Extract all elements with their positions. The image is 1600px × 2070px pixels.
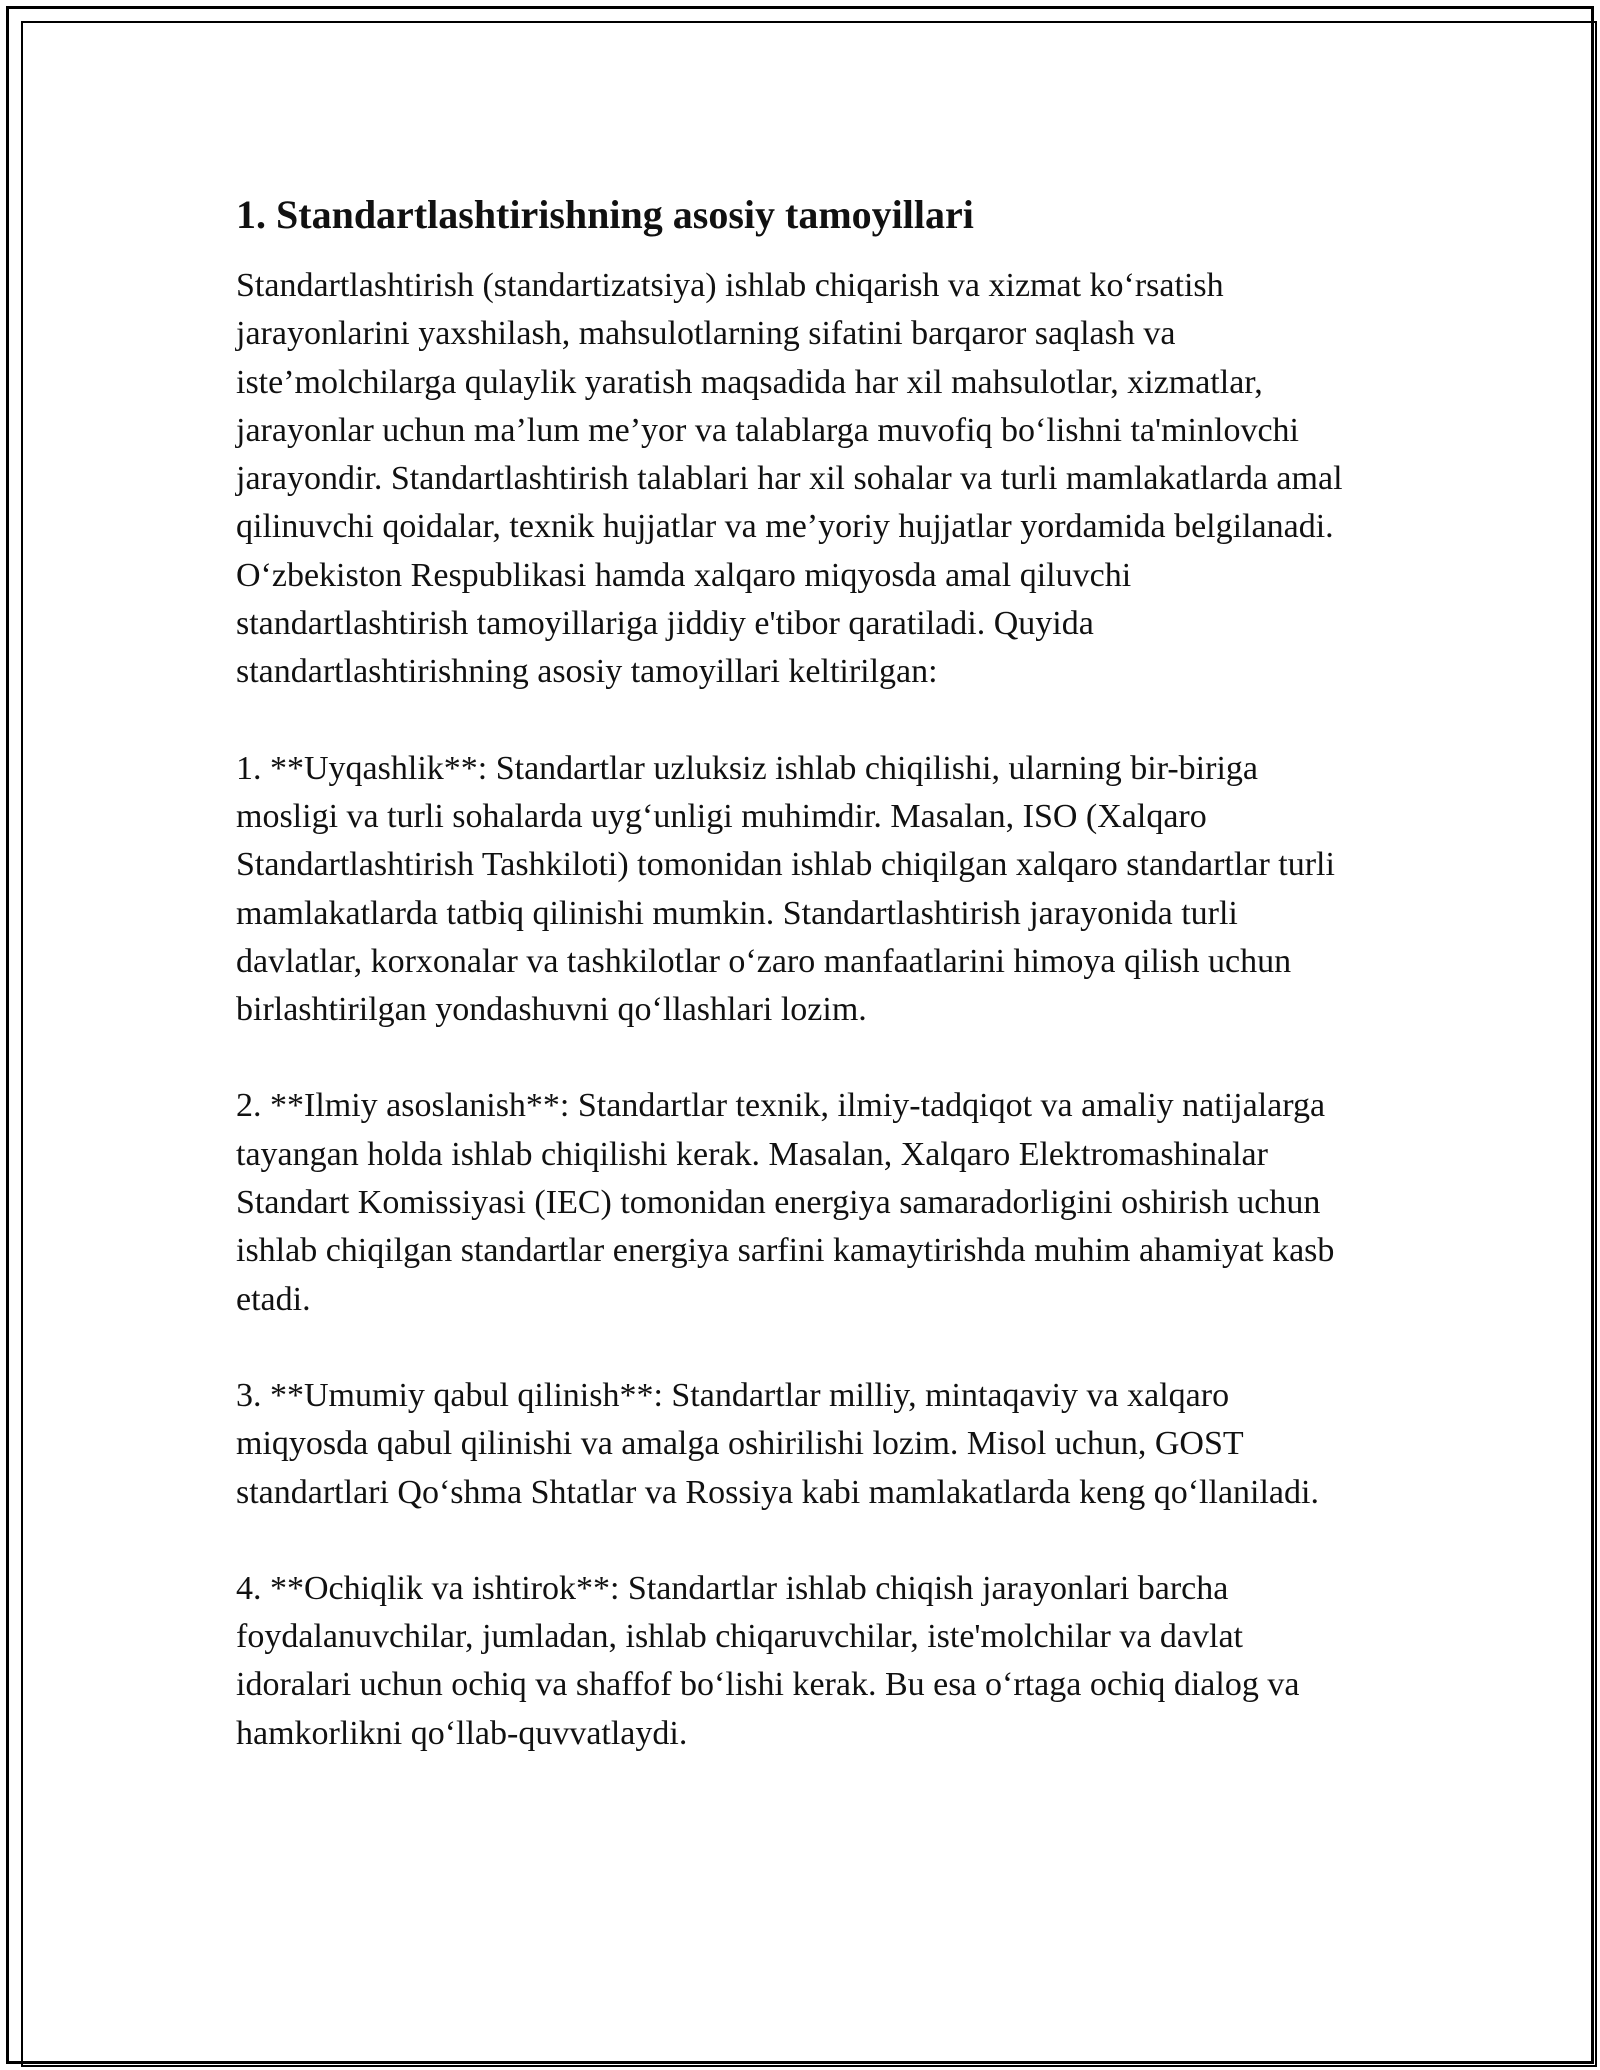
principle-4-paragraph: 4. **Ochiqlik va ishtirok**: Standartlar ishlab chiqish jarayonlari barcha foydalanuvchilar, jumladan, ishlab chiqaruvchilar, iste'molchilar va davlat idoralari uchun ochiq va shaffof bo‘lishi kerak. Bu esa o‘rtaga ochiq dialog va hamkorlikni qo‘llab-quvvatlaydi. — [236, 1569, 1300, 1752]
principle-3-paragraph: 3. **Umumiy qabul qilinish**: Standartlar milliy, mintaqaviy va xalqaro miqyosda qabul qilinishi va amalga oshirilishi lozim. Misol uchun, GOST standartlari Qo‘shma Shtatlar va Rossiya kabi mamlakatlarda keng qo‘llaniladi. — [236, 1376, 1319, 1511]
section-title: 1. Standartlashtirishning asosiy tamoyillari — [236, 192, 974, 237]
intro-paragraph: Standartlashtirish (standartizatsiya) ishlab chiqarish va xizmat ko‘rsatish jarayonlarini yaxshilash, mahsulotlarning sifatini barqaror saqlash va iste’molchilarga qulaylik yaratish maqsadida har xil mahsulotlar, xizmatlar, jarayonlar uchun ma’lum me’yor va talablarga muvofiq bo‘lishni ta'minlovchi jarayondir. Standartlashtirish talablari har xil sohalar va turli mamlakatlarda amal qilinuvchi qoidalar, texnik hujjatlar va me’yoriy hujjatlar yordamida belgilanadi. O‘zbekiston Respublikasi hamda xalqaro miqyosda amal qiluvchi standartlashtirish tamoyillariga jiddiy e'tibor qaratiladi. Quyida standartlashtirishning asosiy tamoyillari keltirilgan: — [236, 267, 1343, 691]
document-body — [236, 190, 1366, 1806]
principle-2-paragraph: 2. **Ilmiy asoslanish**: Standartlar texnik, ilmiy-tadqiqot va amaliy natijalarga tayangan holda ishlab chiqilishi kerak. Masalan, Xalqaro Elektromashinalar Standart Komissiyasi (IEC) tomonidan energiya samaradorligini oshirish uchun ishlab chiqilgan standartlar energiya sarfini kamaytirishda muhim ahamiyat kasb etadi. — [236, 1087, 1335, 1318]
principle-1-paragraph: 1. **Uyqashlik**: Standartlar uzluksiz ishlab chiqilishi, ularning bir-biriga mosligi va turli sohalarda uyg‘unligi muhimdir. Masalan, ISO (Xalqaro Standartlashtirish Tashkiloti) tomonidan ishlab chiqilgan xalqaro standartlar turli mamlakatlarda tatbiq qilinishi mumkin. Standartlashtirish jarayonida turli davlatlar, korxonalar va tashkilotlar o‘zaro manfaatlarini himoya qilish uchun birlashtirilgan yondashuvni qo‘llashlari lozim. — [236, 749, 1335, 1029]
